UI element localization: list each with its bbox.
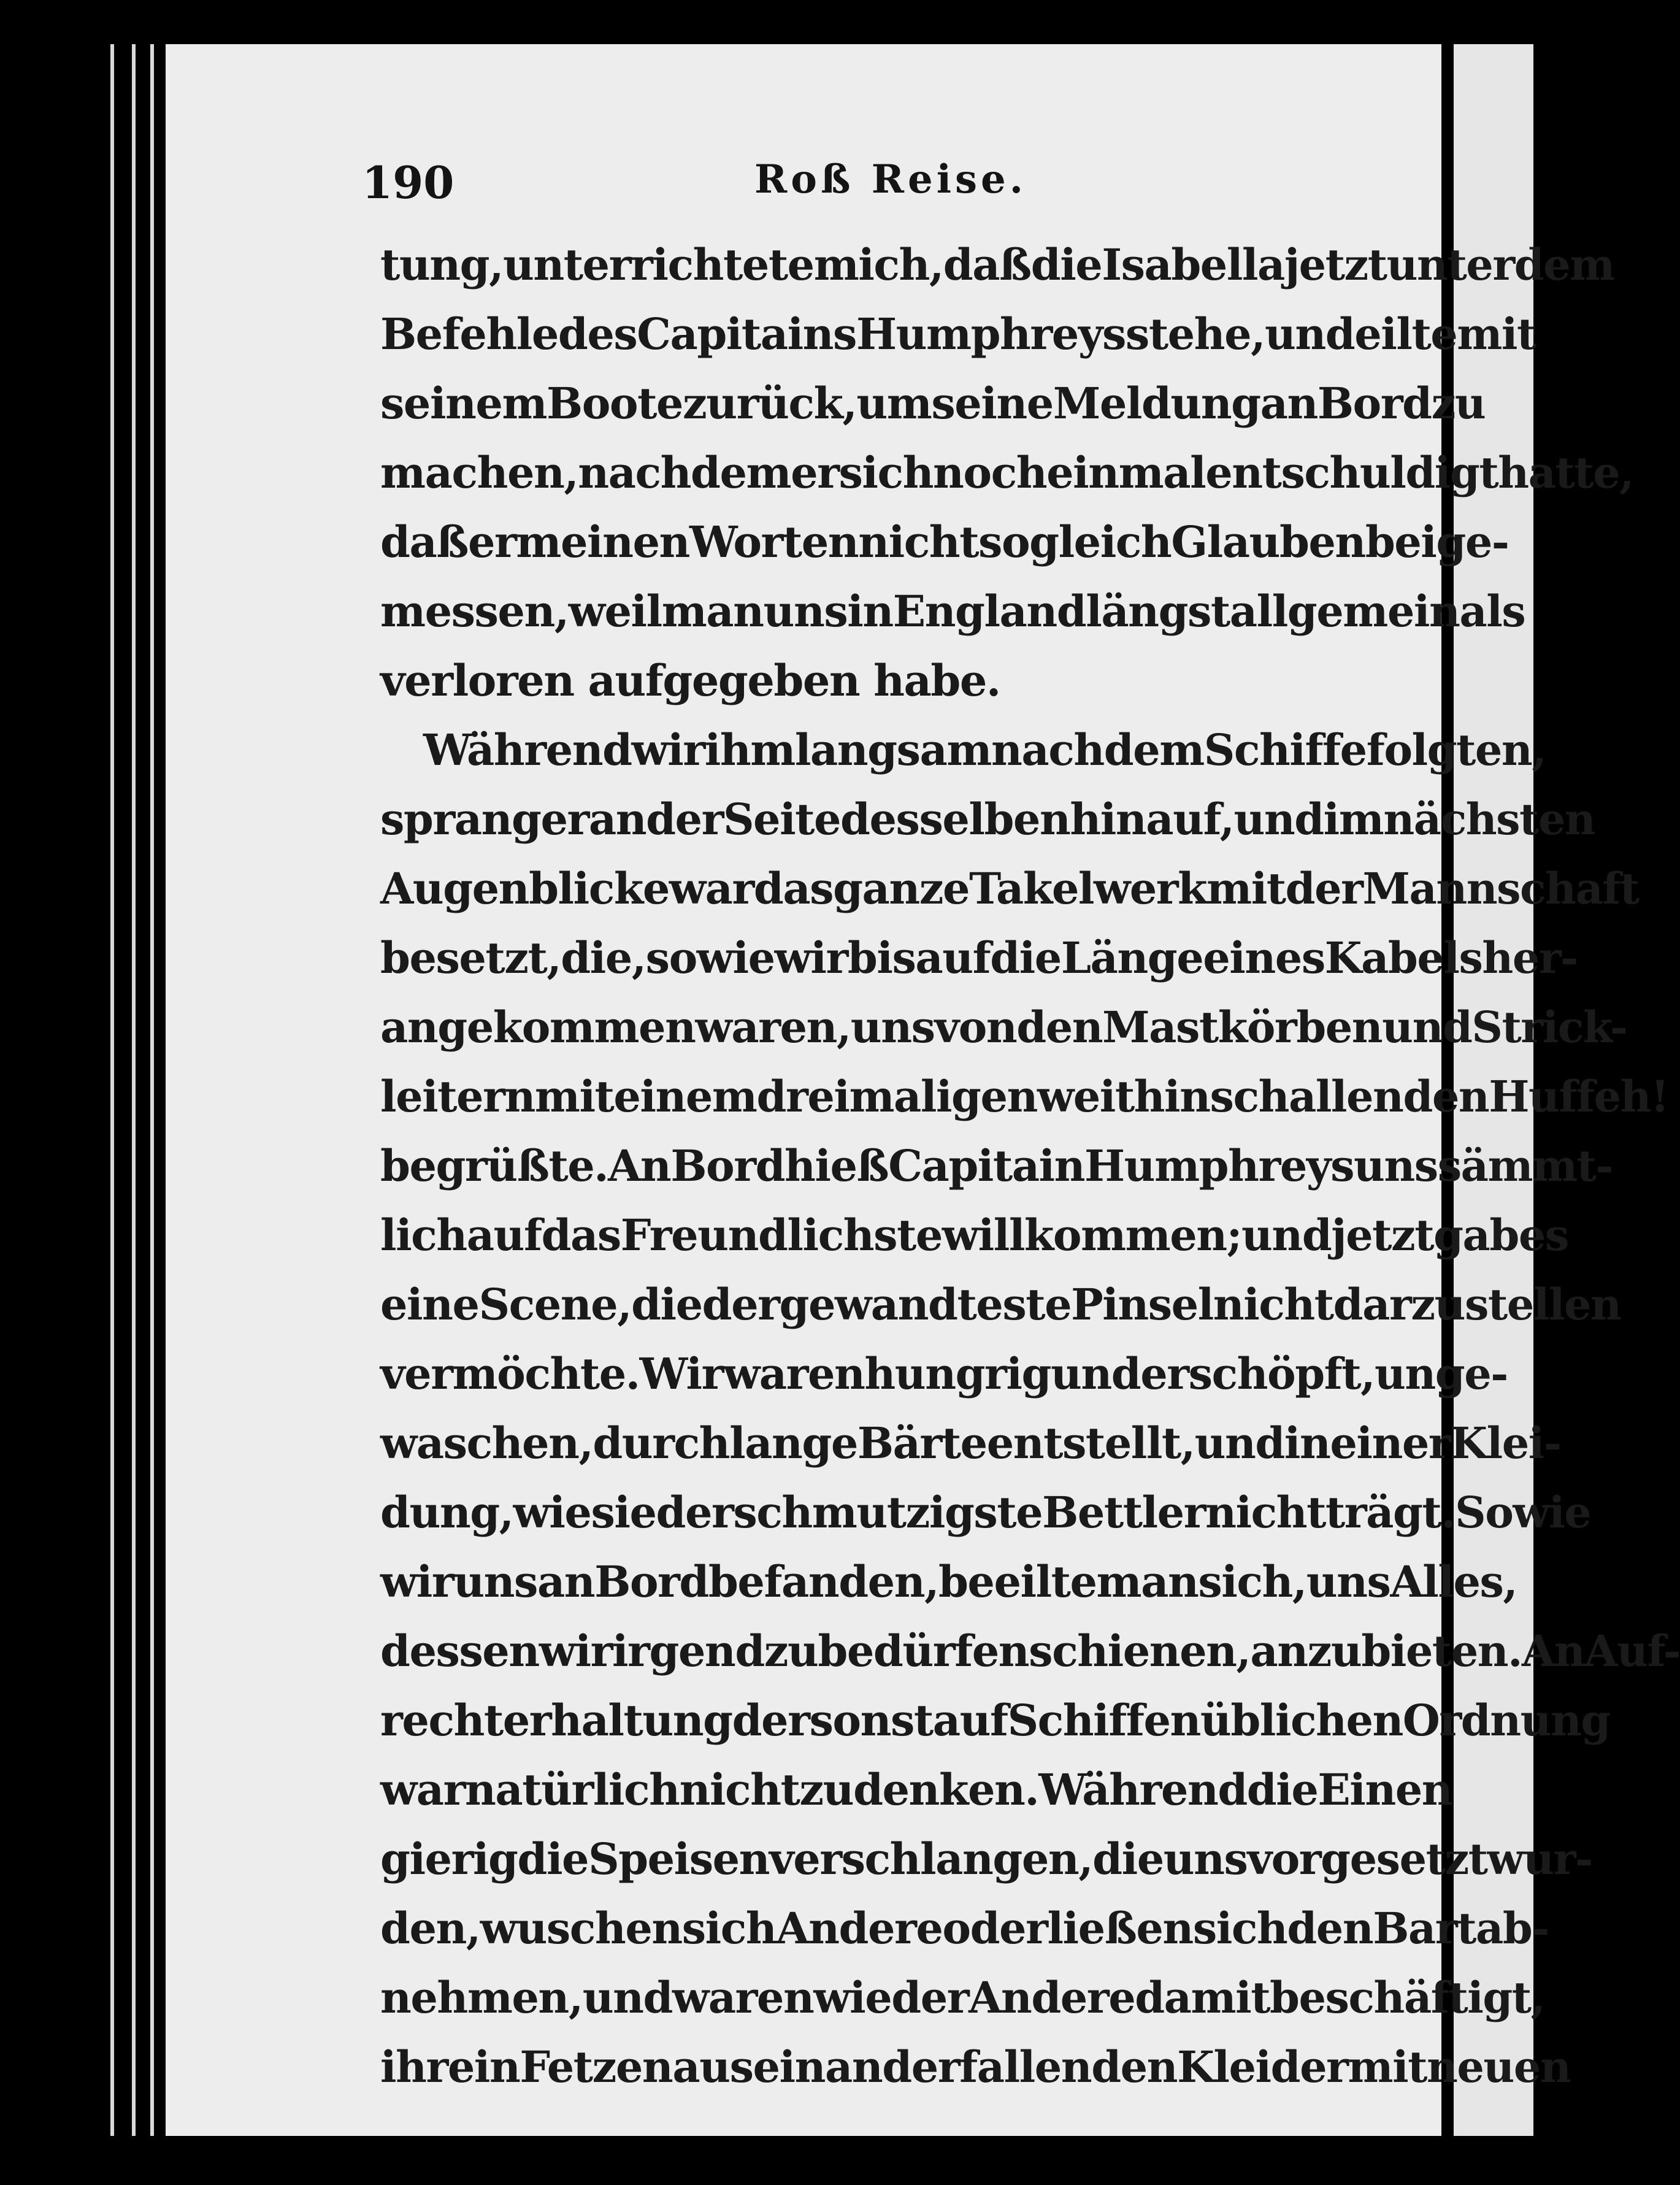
text-line: den, wuschen sich Andere oder ließen sich den Bart ab- <box>380 1903 1549 1954</box>
page-edge <box>132 44 136 2136</box>
text-line: ihre in Fetzen auseinanderfallenden Kleider mit neuen <box>380 2041 1571 2092</box>
text-line: begrüßte. An Bord hieß Capitain Humphreys uns sämmt- <box>380 1140 1613 1191</box>
text-line: Während wir ihm langsam nach dem Schiffe folgten, <box>423 724 1546 775</box>
text-line: eine Scene, die der gewandteste Pinsel nicht darzustellen <box>380 1279 1621 1330</box>
text-line: angekommen waren, uns von den Mastkörben und Strick- <box>380 1002 1627 1053</box>
page-number: 190 <box>362 156 455 209</box>
text-line: gierig die Speisen verschlangen, die uns vorgesetzt wur- <box>380 1834 1592 1884</box>
text-line: wir uns an Bord befanden, beeilte man sich, uns Alles, <box>380 1556 1517 1607</box>
text-line: besetzt, die, so wie wir bis auf die Länge eines Kabels her- <box>380 932 1578 983</box>
text-line: Befehle des Capitains Humphreys stehe, und eilte mit <box>380 309 1536 359</box>
text-line: lich auf das Freundlichste willkommen; und jetzt gab es <box>380 1210 1568 1261</box>
text-line: seinem Boote zurück, um seine Meldung an Bord zu <box>380 378 1486 429</box>
text-line: leitern mit einem dreimaligen weithin schallenden Huffeh! <box>380 1071 1669 1122</box>
page-edge <box>110 44 114 2136</box>
text-line: nehmen, und waren wieder Andere damit beschäftigt, <box>380 1972 1545 2023</box>
text-line: war natürlich nicht zu denken. Während die Einen <box>380 1764 1452 1815</box>
text-line: messen, weil man uns in England längst allgemein als <box>380 586 1525 637</box>
text-line: vermöchte. Wir waren hungrig und erschöpft, unge- <box>380 1348 1508 1399</box>
text-line: verloren aufgegeben habe. <box>380 655 1000 706</box>
text-line: rechterhaltung der sonst auf Schiffen üblichen Ordnung <box>380 1695 1610 1746</box>
running-title: Roß Reise. <box>754 156 1027 202</box>
text-line: daß er meinen Worten nicht sogleich Glauben beige- <box>380 516 1509 567</box>
text-line: machen, nachdem er sich noch einmal entschuldigt hatte, <box>380 447 1634 498</box>
body-text <box>380 230 1680 2102</box>
text-line: dessen wir irgend zu bedürfen schienen, anzubieten. An Auf- <box>380 1626 1680 1676</box>
text-line: dung, wie sie der schmutzigste Bettler nicht trägt. So wie <box>380 1487 1591 1538</box>
text-line: waschen, durch lange Bärte entstellt, und in einer Klei- <box>380 1418 1561 1469</box>
text-line: tung, unterrichtete mich, daß die Isabella jetzt unter dem <box>380 239 1614 290</box>
page-header <box>362 156 1392 224</box>
page-edge <box>150 44 154 2136</box>
text-line: Augenblicke war das ganze Takelwerk mit der Mannschaft <box>380 863 1639 914</box>
text-line: sprang er an der Seite desselben hinauf, und im nächsten <box>380 794 1595 845</box>
